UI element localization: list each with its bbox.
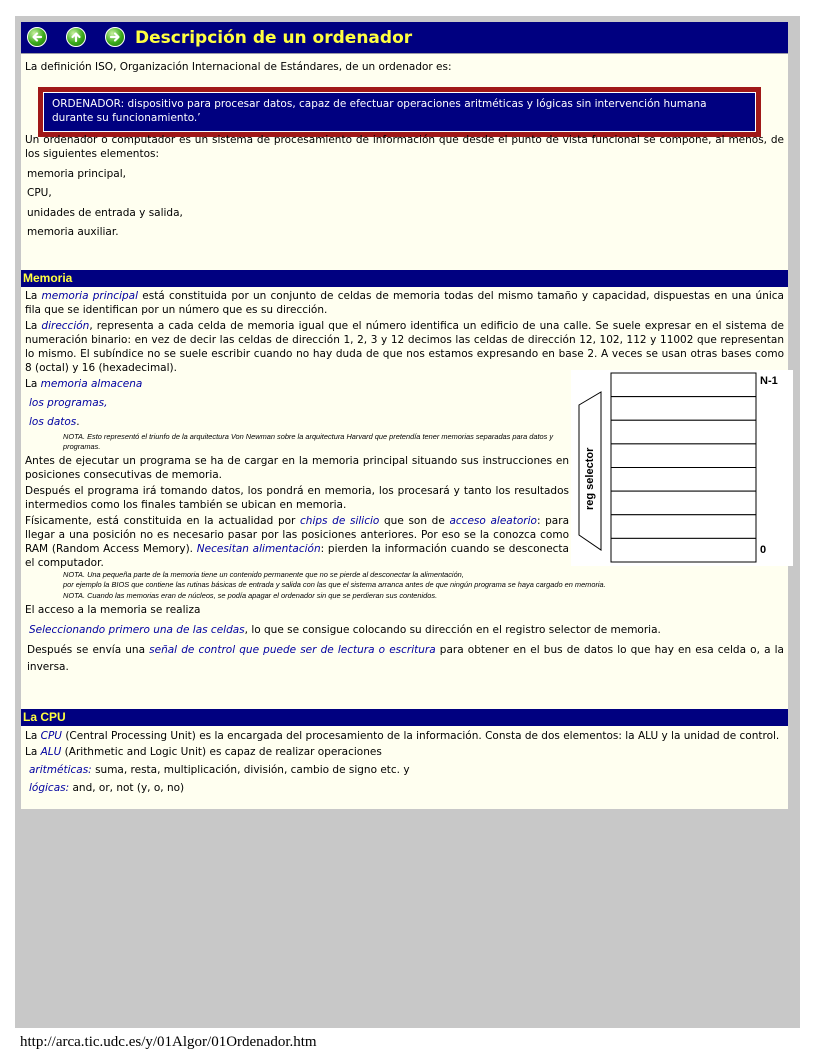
- senal-paragraph: Después se envía una señal de control que puede ser de lectura o escritura para obtener en el bus de datos lo que hay en esa celda o, a la inversa.: [27, 644, 784, 674]
- list-item: memoria auxiliar.: [27, 225, 119, 238]
- cpu-section: [21, 726, 788, 809]
- page-title: Descripción de un ordenador: [135, 28, 413, 48]
- memory-cells: [611, 373, 756, 562]
- almacena-paragraph: La memoria almacena: [25, 378, 143, 391]
- logicas-item: lógicas: and, or, not (y, o, no): [29, 782, 185, 795]
- document-page: [21, 22, 788, 809]
- note-bios: NOTA. Una pequeña parte de la memoria tiene un contenido permanente que no se pierde al desconectar la alimentación, por ejemplo la BIOS que contiene las rutinas básicas de entrada y salida con las que el sistema arranca antes de que ningún programa se haya cargado en memoria.: [63, 570, 606, 589]
- datos-paragraph: Después el programa irá tomando datos, los pondrá en memoria, los procesará y tanto los resultados intermedios como los finales también se ubican en memoria.: [25, 485, 569, 512]
- memory-cell: [611, 397, 756, 421]
- intro-section: [21, 54, 788, 124]
- list-item: CPU,: [27, 187, 52, 200]
- memory-cell: [611, 373, 756, 397]
- memory-cell: [611, 515, 756, 539]
- list-item: los programas,: [29, 397, 108, 410]
- forward-icon[interactable]: [105, 27, 125, 47]
- memory-cell: [611, 468, 756, 492]
- footer-url: http://arca.tic.udc.es/y/01Algor/01Ordenador.htm: [20, 1034, 317, 1050]
- fisicamente-paragraph: Físicamente, está constituida en la actualidad por chips de silicio que son de acceso aleatorio: para llegar a una posición no es necesario pasar por las posiciones anteriores. Por eso se la conozca como RAM (Random Access Memory). Necesitan alimentación: pierden la información cuando se desconecta el computador.: [25, 515, 569, 570]
- elements-list: [21, 161, 788, 242]
- aritmeticas-item: aritméticas: suma, resta, multiplicación, división, cambio de signo etc. y: [29, 764, 410, 777]
- list-item: memoria principal,: [27, 168, 126, 180]
- definition-text: ORDENADOR: dispositivo para procesar datos, capaz de efectuar operaciones aritméticas y lógicas sin intervención humana durante su funcionamiento.’: [43, 92, 756, 132]
- cpu-paragraph: La CPU (Central Processing Unit) es la encargada del procesamiento de la información. Consta de dos elementos: la ALU y la unidad de control.: [25, 730, 780, 743]
- intro-paragraph: La definición ISO, Organización Internacional de Estándares, de un ordenador es:: [25, 61, 452, 73]
- list-item: unidades de entrada y salida,: [27, 206, 183, 219]
- direccion-paragraph: La dirección, representa a cada celda de memoria igual que el número identifica un edificio de una calle. Se suele expresar en el sistema de numeración binario: en vez de decir las celdas de dirección 1, 2, 3 y 12 decimos las celdas de dirección 12, 102, 112 y 11002 que representan lo mismo. El subíndice no se suele escribir cuando no hay duda de que nos estamos expresando en base 2. A veces se usan otras bases como 8 (octal) y 16 (hexadecimal).: [25, 320, 784, 375]
- note-von-newman: NOTA. Esto representó el triunfo de la arquitectura Von Newman sobre la arquitectura Harvard que pretendía tener memorias separadas para datos y programas.: [63, 432, 554, 451]
- list-item: los datos.: [29, 416, 80, 429]
- memory-cell: [611, 539, 756, 563]
- memory-diagram: [571, 370, 793, 566]
- memory-cell: [611, 444, 756, 468]
- section-heading-memoria: Memoria: [21, 270, 788, 287]
- bottom-address-label: 0: [760, 544, 767, 557]
- acceso-paragraph: El acceso a la memoria se realiza: [25, 604, 201, 617]
- memory-cell: [611, 420, 756, 444]
- top-address-label: N-1: [760, 375, 778, 388]
- memoria-section: [21, 287, 788, 676]
- elements-paragraph: Un ordenador o computador es un sistema de procesamiento de información que desde el punto de vista funcional se compone, al menos, de los siguientes elementos:: [25, 134, 784, 160]
- back-icon[interactable]: [27, 27, 47, 47]
- memory-cell: [611, 491, 756, 515]
- seleccionando-paragraph: Seleccionando primero una de las celdas, lo que se consigue colocando su dirección en el registro selector de memoria.: [29, 624, 661, 637]
- alu-paragraph: La ALU (Arithmetic and Logic Unit) es capaz de realizar operaciones: [25, 746, 382, 759]
- title-bar: [21, 22, 788, 54]
- memoria-paragraph: La memoria principal está constituida por un conjunto de celdas de memoria todas del mismo tamaño y capacidad, dispuestas en una única fila que se identifican por un número que es su dirección.: [25, 290, 784, 317]
- register-selector-label: reg selector: [584, 447, 596, 511]
- section-heading-cpu: La CPU: [21, 709, 788, 726]
- note-nucleos: NOTA. Cuando las memorias eran de núcleos, se podía apagar el ordenador sin que se perdieran sus contenidos.: [63, 590, 438, 600]
- store-list: [21, 391, 573, 432]
- up-icon[interactable]: [66, 27, 86, 47]
- ejecutar-paragraph: Antes de ejecutar un programa se ha de cargar en la memoria principal situando sus instrucciones en posiciones consecutivas de memoria.: [25, 455, 569, 482]
